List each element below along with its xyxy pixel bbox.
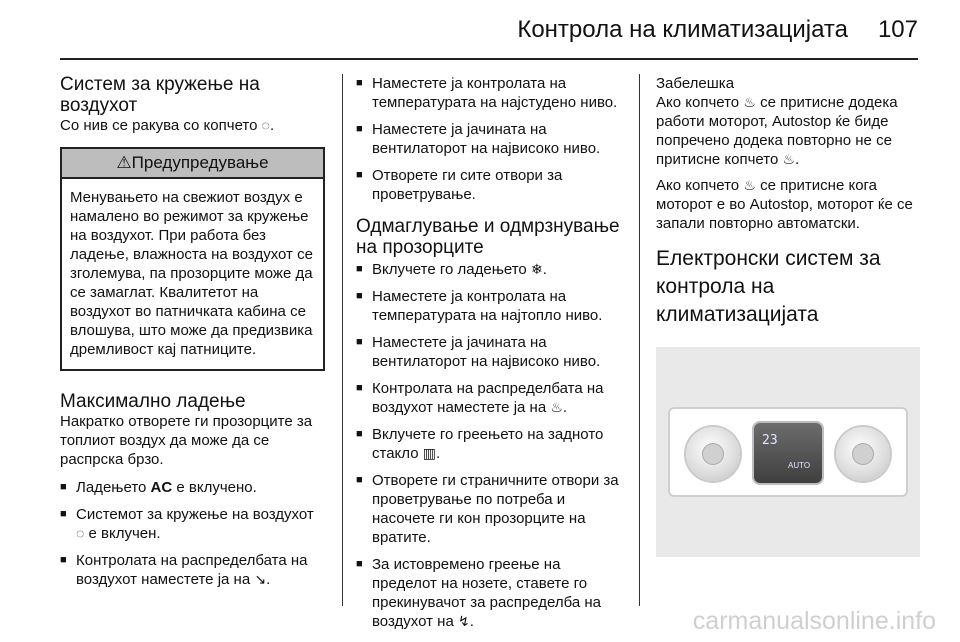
max-cooling-intro: Накратко отворете ги прозорците за топлиот воздух да може да се распрска брзо. <box>60 413 313 468</box>
recirculation-intro: Со нив се ракува со копчето ◌. <box>60 117 275 134</box>
column-2 <box>356 74 624 639</box>
column-3 <box>656 74 926 557</box>
vent-airflow-icon: ↘ <box>254 571 267 587</box>
list-item: ■ Отворете ги сите отвори за проветрување. <box>356 166 624 204</box>
knob-center <box>703 444 723 464</box>
warning-icon: ⚠ <box>116 153 132 172</box>
display-temperature: 23 <box>762 433 778 448</box>
recirculation-icon: ◌ <box>76 525 85 541</box>
climate-control-illustration <box>656 347 920 557</box>
header-title: Контрола на климатизацијата <box>517 16 848 43</box>
display-auto-label: AUTO <box>788 461 811 470</box>
snowflake-icon: ❄ <box>530 261 543 277</box>
warning-title: Предупредување <box>131 153 269 172</box>
column-divider <box>639 74 640 606</box>
note-title: Забелешка <box>656 75 735 92</box>
list-item: ■ Ладењето AC е вклучено. <box>60 478 325 497</box>
section-title-recirculation: Систем за кружење на воздухот <box>60 74 260 116</box>
list-item: ■ Системот за кружење на воздухот ◌ е вклучен. <box>60 505 325 543</box>
warning-text: Менувањето на свежиот воздух е намалено во режимот за кружење на воздухот. При работа без ладење, влажноста на воздухот се зголемува, па прозорците може да се замаглат. Квалитетот на воздухот во патничката кабина се влошува, што може да предизвика дремливост кај патниците. <box>70 189 313 358</box>
list-item: ■ Вклучете го греењето на задното стакло ▥. <box>356 425 624 463</box>
list-item: ■ Наместете ја јачината на вентилаторот на највисоко ниво. <box>356 120 624 158</box>
column-divider <box>342 74 343 606</box>
list-item: ■ Контролата на распределбата на воздухот наместете ја на ↘. <box>60 551 325 589</box>
list-item: ■ Отворете ги страничните отвори за проветрување по потреба и насочете ги кон прозорците на вратите. <box>356 471 624 547</box>
rear-window-heat-icon: ▥ <box>422 445 436 461</box>
watermark: carmanualsonline.info <box>692 607 936 635</box>
right-control-knob <box>836 427 890 481</box>
climate-panel <box>668 407 908 497</box>
windscreen-defrost-icon: ♨ <box>743 94 756 110</box>
recirculation-icon: ◌ <box>261 117 270 133</box>
section-title-max-cooling: Максимално ладење <box>60 391 246 412</box>
windscreen-defrost-icon: ♨ <box>550 399 563 415</box>
footwell-windscreen-icon: ↯ <box>457 613 470 629</box>
list-item: ■ Наместете ја јачината на вентилаторот на највисоко ниво. <box>356 333 624 371</box>
list-item: ■ Вклучете го ладењето ❄. <box>356 260 624 279</box>
warning-header <box>62 149 323 179</box>
warning-box <box>60 147 325 371</box>
page-number: 107 <box>877 16 918 43</box>
windscreen-defrost-icon: ♨ <box>743 177 756 193</box>
note-paragraph-2: Ако копчето ♨ се притисне кога моторот е во Autostop, моторот ќе се запали повторно автоматски. <box>656 177 913 232</box>
page-header <box>0 0 960 58</box>
list-item: ■ Контролата на распределбата на воздухот наместете ја на ♨. <box>356 379 624 417</box>
section-title-defog: Одмаглување и одмрзнување на прозорците <box>356 216 620 258</box>
list-item: ■ Наместете ја контролата на температурата на најстудено ниво. <box>356 74 624 112</box>
windscreen-defrost-icon: ♨ <box>782 151 796 167</box>
section-title-electronic-climate: Електронски систем за контрола на климатизацијата <box>656 247 881 326</box>
header-rule <box>60 58 918 60</box>
list-item: ■ Наместете ја контролата на температурата на најтопло ниво. <box>356 287 624 325</box>
column-1 <box>60 74 325 597</box>
list-item: ■ За истовремено греење на пределот на нозете, ставете го прекинувачот за распределба на воздухот на ↯. <box>356 555 624 631</box>
note-paragraph-1: Ако копчето ♨ се притисне додека работи моторот, Autostop ќе биде попречено додека повторно не се притисне копчето ♨. <box>656 94 898 168</box>
left-control-knob <box>686 427 740 481</box>
knob-center <box>853 444 873 464</box>
climate-display <box>754 423 822 483</box>
